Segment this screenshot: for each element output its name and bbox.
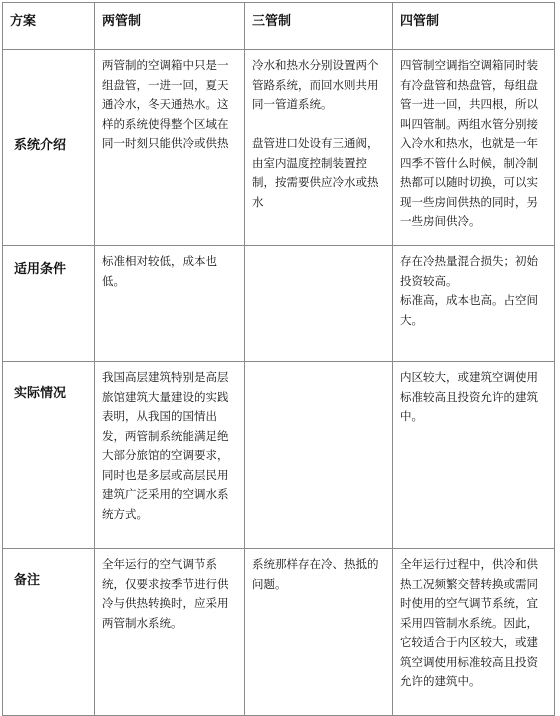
cell-four-pipe: 内区较大，或建筑空调使用标准较高且投资允许的建筑中。: [393, 362, 555, 549]
row-label-remarks: 备注: [3, 549, 95, 716]
row-label-applicable-conditions: 适用条件: [3, 246, 95, 362]
cell-three-pipe: [245, 246, 393, 362]
cell-four-pipe: 存在冷热量混合损失；初始投资较高。 标准高，成本也高。占空间大。: [393, 246, 555, 362]
row-label-actual-situation: 实际情况: [3, 362, 95, 549]
table-row: [3, 362, 555, 549]
cell-two-pipe: 标准相对较低，成本也低。: [95, 246, 245, 362]
cell-two-pipe: 全年运行的空气调节系统，仅要求按季节进行供冷与供热转换时，应采用两管制水系统。: [95, 549, 245, 716]
comparison-table: [2, 2, 555, 716]
header-three-pipe: 三管制: [245, 3, 393, 50]
row-label-system-intro: 系统介绍: [3, 50, 95, 246]
cell-two-pipe: 两管制的空调箱中只是一组盘管，一进一回，夏天通冷水，冬天通热水。这样的系统使得整个区域在同一时刻只能供冷或供热: [95, 50, 245, 246]
cell-four-pipe: 全年运行过程中，供冷和供热工况频繁交替转换或需同时使用的空气调节系统，宜采用四管制水系统。因此，它较适合于内区较大，或建筑空调使用标准较高且投资允许的建筑中。: [393, 549, 555, 716]
header-four-pipe: 四管制: [393, 3, 555, 50]
table-row: [3, 246, 555, 362]
table-row: [3, 549, 555, 716]
header-row: [3, 3, 555, 50]
cell-three-pipe: 冷水和热水分别设置两个管路系统，而回水则共用同一管道系统。 盘管进口处设有三通阀，由室内温度控制装置控制，按需要供应冷水或热水: [245, 50, 393, 246]
cell-three-pipe: 系统那样存在冷、热抵的问题。: [245, 549, 393, 716]
header-scheme: 方案: [3, 3, 95, 50]
cell-two-pipe: 我国高层建筑特别是高层旅馆建筑大量建设的实践表明，从我国的国情出发，两管制系统能满足绝大部分旅馆的空调要求，同时也是多层或高层民用建筑广泛采用的空调水系统方式。: [95, 362, 245, 549]
header-two-pipe: 两管制: [95, 3, 245, 50]
cell-three-pipe: [245, 362, 393, 549]
table-row: [3, 50, 555, 246]
cell-four-pipe: 四管制空调指空调箱同时装有冷盘管和热盘管，每组盘管一进一回，共四根，所以叫四管制。两组水管分别接入冷水和热水，也就是一年四季不管什么时候，制冷制热都可以随时切换，可以实现一些房间供热的同时，另一些房间供冷。: [393, 50, 555, 246]
